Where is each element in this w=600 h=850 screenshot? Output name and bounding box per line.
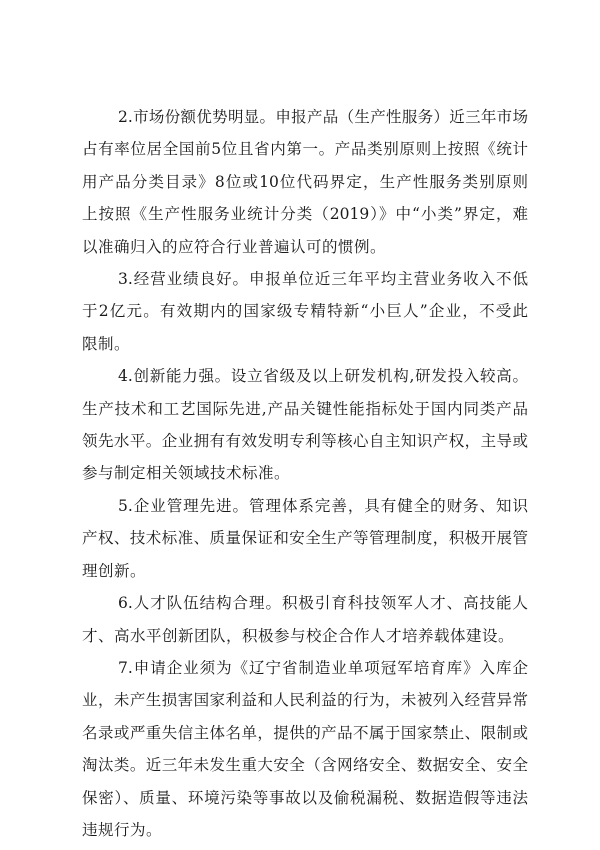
text-line: 4.创新能力强。设立省级及以上研发机构,研发投入较高。 bbox=[118, 367, 528, 386]
paragraph-talent bbox=[82, 587, 528, 652]
paragraph-management bbox=[82, 490, 528, 587]
text-line: 于2亿元。有效期内的国家级专精特新“小巨人”企业，不受此 bbox=[82, 302, 528, 321]
text-line: 7.申请企业须为《辽宁省制造业单项冠军培育库》入库企 bbox=[118, 658, 528, 677]
text-line: 才、高水平创新团队，积极参与校企合作人才培养载体建设。 bbox=[82, 626, 515, 645]
text-line: 领先水平。企业拥有有效发明专利等核心自主知识产权，主导或 bbox=[82, 432, 528, 451]
text-line: 以准确归入的应符合行业普遍认可的惯例。 bbox=[82, 237, 387, 256]
text-line: 参与制定相关领域技术标准。 bbox=[82, 464, 291, 483]
paragraph-innovation bbox=[82, 360, 528, 490]
text-line: 6.人才队伍结构合理。积极引育科技领军人才、高技能人 bbox=[118, 594, 528, 613]
text-line: 限制。 bbox=[82, 334, 131, 353]
text-line: 产权、技术标准、质量保证和安全生产等管理制度，积极开展管 bbox=[82, 529, 528, 548]
text-line: 占有率位居全国前5位且省内第一。产品类别原则上按照《统计 bbox=[82, 140, 528, 159]
text-line: 违规行为。 bbox=[82, 820, 163, 839]
paragraph-business-performance bbox=[82, 263, 528, 360]
text-line: 名录或严重失信主体名单，提供的产品不属于国家禁止、限制或 bbox=[82, 723, 528, 742]
paragraph-eligibility bbox=[82, 652, 528, 846]
text-line: 理创新。 bbox=[82, 561, 147, 580]
text-line: 生产技术和工艺国际先进,产品关键性能指标处于国内同类产品 bbox=[82, 399, 528, 418]
text-line: 用产品分类目录》8位或10位代码界定，生产性服务类别原则 bbox=[82, 172, 528, 191]
text-line: 保密）、质量、环境污染等事故以及偷税漏税、数据造假等违法 bbox=[82, 788, 528, 807]
text-line: 上按照《生产性服务业统计分类（2019）》中“小类”界定，难 bbox=[82, 205, 528, 224]
document-body bbox=[82, 101, 528, 846]
text-line: 3.经营业绩良好。申报单位近三年平均主营业务收入不低 bbox=[118, 270, 528, 289]
text-line: 2.市场份额优势明显。申报产品（生产性服务）近三年市场 bbox=[118, 108, 528, 126]
paragraph-market-share bbox=[82, 101, 528, 263]
text-line: 5.企业管理先进。管理体系完善，具有健全的财务、知识 bbox=[118, 496, 528, 515]
text-line: 淘汰类。近三年未发生重大安全（含网络安全、数据安全、安全 bbox=[82, 756, 528, 775]
text-line: 业，未产生损害国家利益和人民利益的行为，未被列入经营异常 bbox=[82, 691, 528, 710]
